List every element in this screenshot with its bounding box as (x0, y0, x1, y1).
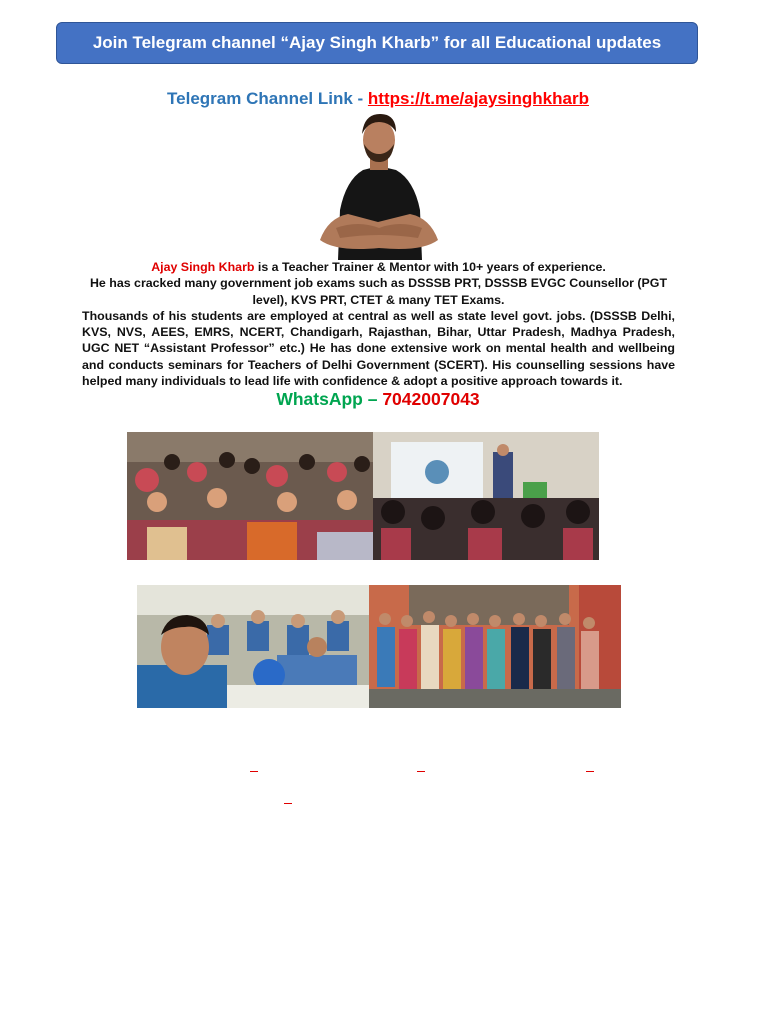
whatsapp-label: WhatsApp (276, 389, 363, 409)
bio-paragraph: Thousands of his students are employed at central as well as state level govt. jobs. (DSSSB Delhi, KVS, NVS, AEES, EMRS, NCERT, Chandigarh, Rajasthan, Bihar, Uttar Pradesh, Madhya Pradesh, UGC NET “Assistant Professor” etc.) He has done extensive work on mental health and wellbeing and conducts seminars for Teachers of Delhi Government (SCERT). His counselling sessions have helped many individuals to lead life with confidence & adopt a positive approach towards it. (82, 308, 675, 389)
bio-name: Ajay Singh Kharb (151, 260, 255, 274)
telegram-link[interactable]: https://t.me/ajaysinghkharb (367, 89, 589, 108)
telegram-banner (56, 22, 698, 64)
whatsapp-number: 7042007043 (382, 389, 480, 409)
underline-mark (417, 771, 425, 772)
bio-section (82, 259, 675, 389)
banner-text: Join Telegram channel “Ajay Singh Kharb” for all Educational updates (92, 33, 662, 52)
underline-mark (284, 803, 292, 804)
telegram-label: Telegram Channel Link - (167, 89, 368, 108)
underline-mark (250, 771, 258, 772)
whatsapp-line (0, 389, 756, 410)
classroom-selfie-photo (137, 585, 369, 708)
bio-exams: He has cracked many government job exams such as DSSSB PRT, DSSSB EVGC Counsellor (PGT level), KVS PRT, CTET & many TET Exams. (89, 276, 668, 307)
group-photo (369, 585, 621, 708)
seminar-photo (373, 432, 599, 560)
bio-intro (82, 259, 675, 275)
underline-mark (586, 771, 594, 772)
bio-line1-rest: is a Teacher Trainer & Mentor with 10+ years of experience. (254, 260, 606, 274)
classroom-audience-photo (127, 432, 373, 560)
profile-photo (318, 110, 440, 260)
whatsapp-dash: – (362, 389, 383, 409)
telegram-channel-line (0, 89, 756, 109)
